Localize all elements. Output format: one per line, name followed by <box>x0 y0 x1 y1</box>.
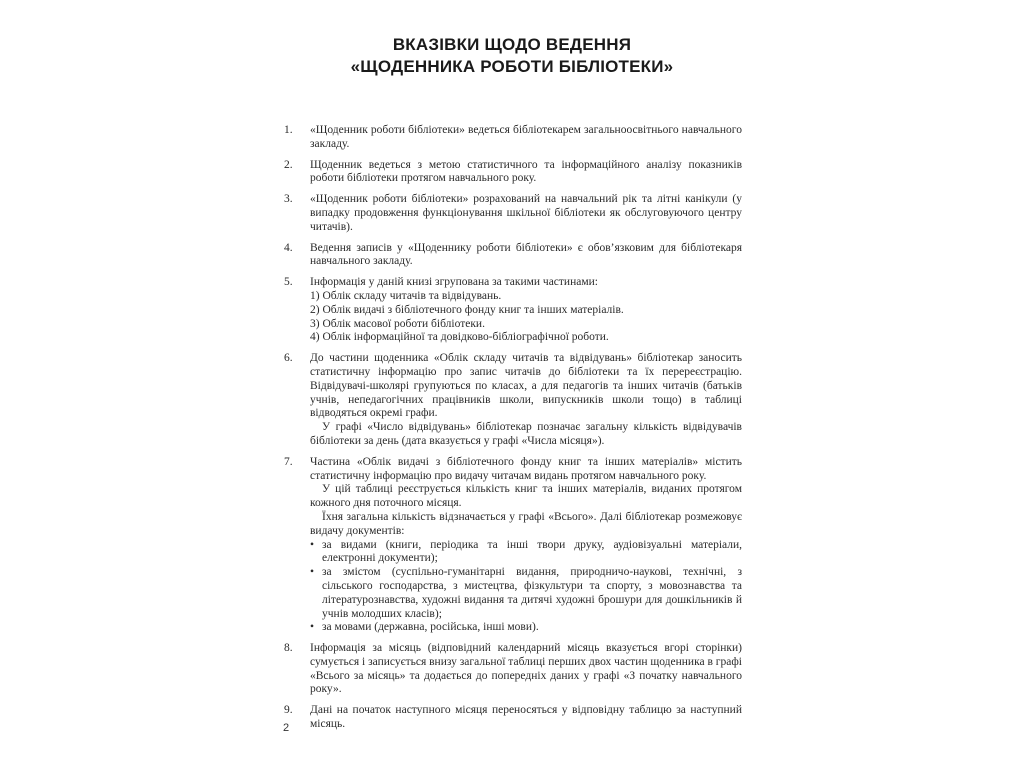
item-number: 9. <box>284 704 293 717</box>
item-number: 3. <box>284 193 293 206</box>
list-item-3 <box>284 193 742 234</box>
instructions-list <box>284 124 742 732</box>
item-number: 1. <box>284 124 293 136</box>
item-text: Дані на початок наступного місяця переносяться у відповідну таблицю за наступний місяць. <box>310 704 742 731</box>
bullet-icon: • <box>310 566 315 579</box>
parts-list <box>310 290 742 345</box>
list-item-9 <box>284 704 742 732</box>
title-line-2: «ЩОДЕННИКА РОБОТИ БІБЛІОТЕКИ» <box>350 57 674 76</box>
item-number: 4. <box>284 241 293 254</box>
bullet-icon: • <box>310 538 315 551</box>
item-text: Інформація у даній книзі згрупована за такими частинами: <box>310 276 598 289</box>
item-text: «Щоденник роботи бібліотеки» розрахований на навчальний рік та літні канікули (у випадку продовження функціонування шкільної бібліотеки як обслуговуючого центру читачів). <box>310 193 742 233</box>
list-item-7 <box>284 456 742 635</box>
item-paragraph: У цій таблиці реєструється кількість книг та інших матеріалів, виданих протягом кожного дня поточного місяця. <box>310 483 742 510</box>
bullet-icon: • <box>310 621 315 634</box>
item-number: 5. <box>284 276 293 289</box>
title-line-1: ВКАЗІВКИ ЩОДО ВЕДЕННЯ <box>392 35 632 54</box>
item-text: Інформація за місяць (відповідний календарний місяць вказується вгорі сторінки) сумується і записується внизу загальної таблиці перших двох частин щоденника в графі «Всього за місяць» та додається до попередніх даних у графі «З початку навчального року». <box>310 642 742 696</box>
bullet-text: за мовами (державна, російська, інші мови). <box>322 621 539 634</box>
bullet-item <box>310 566 742 621</box>
part-item: 2) Облік видачі з бібліотечного фонду книг та інших матеріалів. <box>310 303 624 316</box>
bullet-item <box>310 539 742 567</box>
instructions-body <box>284 124 742 739</box>
page-title <box>0 34 1024 78</box>
item-paragraph: У графі «Число відвідувань» бібліотекар позначає загальну кількість відвідувачів бібліотеки за день (дата вказується у графі «Числа місяця»). <box>310 421 742 447</box>
item-number: 6. <box>284 352 293 365</box>
bullet-list <box>310 539 742 636</box>
list-item-6 <box>284 352 742 449</box>
item-number: 8. <box>284 642 293 655</box>
part-item: 3) Облік масової роботи бібліотеки. <box>310 317 485 330</box>
list-item-5 <box>284 276 742 345</box>
item-paragraph: Їхня загальна кількість відзначається у графі «Всього». Далі бібліотекар розмежовує видачу документів: <box>310 510 742 537</box>
bullet-text: за видами (книги, періодика та інші твори друку, аудіовізуальні матеріали, електронні документи); <box>322 538 742 565</box>
item-text: Щоденник ведеться з метою статистичного та інформаційного аналізу показників роботи бібліотеки протягом навчального року. <box>310 158 742 185</box>
bullet-item <box>310 621 742 635</box>
item-text: До частини щоденника «Облік складу читачів та відвідувань» бібліотекар заносить статистичну інформацію про запис читачів до бібліотеки та їх перереєстрацію. Відвідувачі-школярі групуються по класах, а для педагогів та інших читачів (батьків учнів, непедагогічних працівників школи, випускників школи тощо) в таблиці відводяться окремі графи. <box>310 352 742 420</box>
list-item-8 <box>284 642 742 697</box>
item-text: «Щоденник роботи бібліотеки» ведеться бібліотекарем загальноосвітнього навчального закладу. <box>310 124 742 150</box>
part-item: 4) Облік інформаційної та довідково-бібліографічної роботи. <box>310 331 609 344</box>
item-number: 2. <box>284 158 293 171</box>
item-text: Частина «Облік видачі з бібліотечного фонду книг та інших матеріалів» містить статистичну інформацію про видачу читачам видань протягом навчального року. <box>310 455 742 482</box>
list-item-2 <box>284 159 742 187</box>
part-item: 1) Облік складу читачів та відвідувань. <box>310 289 502 302</box>
page-number: 2 <box>283 722 290 734</box>
bullet-text: за змістом (суспільно-гуманітарні видання, природничо-наукові, технічні, з сільського господарства, з мистецтва, фізкультури та спорту, з мовознавства та літературознавства, художні видання та дитячі художні брошури для дошкільників й учнів молодших класів); <box>322 566 742 620</box>
list-item-4 <box>284 242 742 270</box>
item-number: 7. <box>284 455 293 468</box>
list-item-1 <box>284 124 742 152</box>
item-text: Ведення записів у «Щоденнику роботи бібліотеки» є обов’язковим для бібліотекаря навчального закладу. <box>310 241 742 268</box>
